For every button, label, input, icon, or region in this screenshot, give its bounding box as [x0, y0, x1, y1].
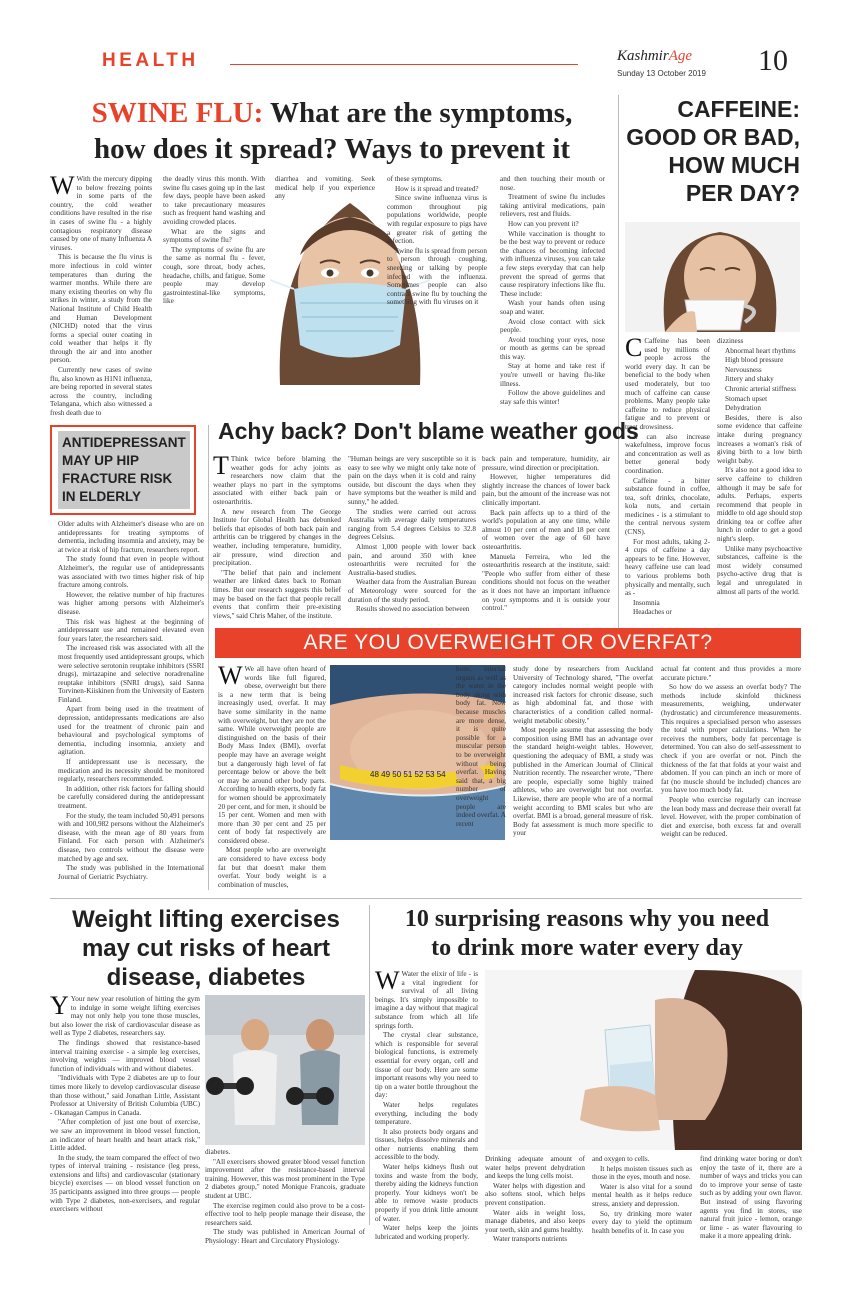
achy-back-col-2: "Human beings are very susceptible so it is easy to see why we might only take note of pain on the days when it is cold and rainy outside, but discount the days when they have symptoms but the weather is mild and sunny," he added. The studies were carried out across Australia with average daily temperatures ranging from 5.4 degrees Celsius to 32.8 degrees Celsius. Almost 1,000 people with lower back pain, and around 350 with knee osteoarthritis were recruited for the Australia-based studies. Weather data from the Australian Bureau of Meteorology were sourced for the duration of the study period. Results showed no association between	[348, 455, 476, 614]
achy-back-headline: Achy back? Don't blame weather gods	[218, 418, 639, 444]
swine-flu-col-1: W With the mercury dipping to below freezing points in some parts of the country, the cold weather conditions have resulted in the rise in cases of swine flu - a highly contagious respiratory disease caused by one of many Influenza A viruses. This is because the flu virus is more infectious in cold winter temperatures than during the warmer months. While there are many existing theories on why flu strikes in winter, a study from the National Institute of Child Health and Human Development (NICHD) noted that the virus forms a special outer coating in cold weather that helps it fly through the air and into another person. Currently new cases of swine flu, also known as H1N1 influenza, are being reported in several states across the country, including Telangana, which also witnessed a fresh death due to	[50, 171, 153, 418]
swine-flu-headline-red: SWINE FLU:	[91, 97, 264, 129]
drinking-water-photo	[485, 970, 802, 1150]
swine-flu-col-3: diarrhea and vomiting. Seek medical help if you experience any	[275, 175, 375, 201]
water-col-1: W Water the elixir of life - is a vital ingredient for survival of all living beings. It's simply impossible to imagine a day without that magical substance from which all life springs forth. The crystal clear substance, which is responsible for several biological functions, is extremely essential for every organ, cell and tissue of our body. Here are some important reasons why you need to tip on a water bottle throughout the day: Water helps regulates everything, including the body temperature. It also protects body organs and tissues, helps dissolve minerals and other nutrients enabling them accessible to the body. Water helps kidneys flush out toxins and waste from the body, thereby aiding the kidneys function properly. Your kidneys won't be able to remove waste products properly if you drink little amount of water. Water helps keep the joints lubricated and working properly.	[375, 966, 478, 1241]
swine-flu-headline-rest: What are the symptoms,	[263, 97, 573, 129]
tape-numbers: 48 49 50 51 52 53 54	[370, 770, 446, 779]
weights-headline: Weight lifting exercises may cut risks of heart disease, diabetes	[72, 906, 340, 991]
issue-date: Sunday 13 October 2019	[617, 69, 706, 78]
antidepressant-headline-3: FRACTURE RISK	[62, 471, 173, 486]
water-col-2: Drinking adequate amount of water helps prevent dehydration and keeps the lung cells moist. Water helps with digestion and also softens stool, which helps prevent constipation. Water aids in weight loss, manage diabetes, and also keeps your teeth, skin and gums healthy. Water transports nutrients	[485, 1155, 585, 1244]
water-col-4: find drinking water boring or don't enjoy the taste of it, there are a number of ways and tricks you can do to improve your sense of taste such as by adding your own flavor. But instead of using flavoring agents you find in stores, use natural fruit juice - lemon, orange or lime - as water flavouring to make it a more appealing drink.	[700, 1155, 802, 1241]
swine-flu-col-5: and then touching their mouth or nose. Treatment of swine flu includes taking antiviral medications, pain relievers, rest and fluids. How can you prevent it? While vaccination is thought to be the best way to prevent or reduce the chances of becoming infected with influenza viruses, you can take a few steps everyday that can help prevent the spread of germs that cause respiratory infections like flu. These include: Wash your hands often using soap and water. Avoid close contact with sick people. Avoid touching your eyes, nose or mouth as germs can be spread this way. Stay at home and take rest if you're unwell or having flu-like illness. Follow the above guidelines and stay safe this winter!	[500, 175, 605, 406]
column-divider	[208, 425, 209, 890]
coffee-woman-photo	[625, 222, 800, 332]
overweight-col-3: bone, internal organs as well as the water in the body along with body fat. Now because muscles are more dense, it is quite possible for a muscular person to be overweight without being overfat. Having said that, a big number of overweight people are indeed overfat. A recent	[456, 665, 506, 828]
masthead-age: Age	[668, 48, 693, 64]
water-headline: 10 surprising reasons why you need to drink more water every day	[404, 906, 770, 961]
masthead	[617, 48, 692, 65]
swine-flu-headline-line2: how does it spread? Ways to prevent it	[93, 133, 571, 165]
swine-flu-col-4: of these symptoms. How is it spread and treated? Since swine influenza virus is common throughout pig populations worldwide, people with regular exposure to pigs have a greater risk of getting the infection. Swine flu is spread from person to person through coughing, sneezing or talking by people infected with the influenza. Sometimes people can also contract swine flu by touching the something with flu viruses on it	[387, 175, 487, 307]
antidepressant-headline-2: MAY UP HIP	[62, 453, 140, 468]
achy-back-col-1: T Think twice before blaming the weather gods for achy joints as researchers now claim that the weather plays no part in the symptoms associated with either back pain or osteoarthritis. A new research from The George Institute for Global Health has debunked beliefs that episodes of both back pain and arthritis can be triggered by changes in the weather, including temperature, humidity, air pressure, wind direction and precipitation. "The belief that pain and inclement weather are linked dates back to Roman times. But our research suggests this belief may be based on the fact that people recall events that confirm their pre-existing views," said Chris Maher, of the institute.	[213, 451, 341, 620]
weights-col-2: diabetes. "All exercisers showed greater blood vessel function improvement after the resistance-based interval training. However, this was most prominent in the Type 2 diabetes group," noted Monique Francois, graduate student at UBC. The exercise regimen could also prove to be a cost-effective tool to help people manage their disease, the researchers said. The study was published in American Journal of Physiology: Heart and Circulatory Physiology.	[205, 1148, 365, 1245]
caffeine-col-1: C Caffeine has been used by millions of people across the world every day. It can be beneficial to the body when used moderately, but too much of caffeine can cause problems. Many people take caffeine to reduce physical fatigue and to prevent or treat drowsiness. It can also increase wakefulness, improve focus and concentration as well as better general body coordination. Caffeine - a bitter substance found in coffee, tea, soft drinks, chocolate, kola nuts, and certain medicines - is a stimulant to the central nervous system (CNS). For most adults, taking 2-4 cups of caffeine a day appears to be fine. However, heavy caffeine use can lead to various problems both physically and mentally, such as - Insomnia Headaches or	[625, 333, 710, 617]
overweight-col-1: W We all have often heard of words like full figured, obese, overweight but there is a new term that is being increasingly used, overfat. It may have some similarity in the name with overweight, but they are not the same. While overweight people are distinguished on the basis of their Body Mass Index (BMI), overfat people may have an average weight but a dangerously high level of fat percentage below or above the belt or may be around other body parts. According to health experts, body fat for women should be approximately 20 per cent, and for men, it should be 15 per cent. Women and men with more than 30 per cent and 25 per cent of body fat respectively are considered obese. Most people who are overweight are considered to have excess body fat but that doesn't make them overfat. Your body weight is a combination of muscles,	[218, 661, 326, 889]
overweight-col-4: study done by researchers from Auckland University of Technology shared, "The overfat category includes normal weight people with increased risk factors for chronic disease, such as high abdominal fat, and those with characteristics of a condition called normal-weight metabolic obesity." Most people assume that assessing the body composition using BMI has an advantage over the standard height-weight tables. However, questioning the adequacy of BMI, a study was published in the American Journal of Clinical Nutrition recently. The researcher wrote, "There are people, especially some highly trained athletes, who are overweight but not overfat. Likewise, there are people who are of a normal weight according to BMI scales but who are overfat. BMI is a broad, general measure of risk. Body fat assessment is much more specific to your	[513, 665, 653, 838]
masthead-kashmir: Kashmir	[617, 48, 669, 64]
column-divider	[369, 905, 370, 1225]
antidepressant-headline-4: IN ELDERLY	[62, 489, 142, 504]
column-divider	[618, 95, 619, 635]
caffeine-col-2: dizziness Abnormal heart rhythms High blood pressure Nervousness Jittery and shaky Chronic arterial stiffness Stomach upset Dehydration Besides, there is also some evidence that caffeine intake during pregnancy increases a woman's risk of giving birth to a low birth weight baby. It's also not a good idea to serve caffeine to children although it may be safe for adults. Perhaps, experts recommend that people in middle to old age should stop drinking tea or coffee after lunch in order to get a good night's sleep. Unlike many psychoactive substances, caffeine is the most widely consumed psycho-active drug that is legal and unregulated in almost all parts of the world.	[717, 337, 802, 596]
antidepressant-body: Older adults with Alzheimer's disease who are on antidepressants for treating symptoms of dementia, including insomnia and anxiety, may be at twice at risk of hip fracture, researchers report. The study found that even in people without Alzheimer's, the regular use of antidepressants was associated with two times higher risk of hip fracture among controls. However, the relative number of hip fractures was higher among persons with Alzheimer's disease. This risk was highest at the beginning of antidepressant use and remained elevated even four years later, the researchers said. The increased risk was associated with all the most frequently used antidepressant groups, which were selective serotonin reuptake inhibitors (SSRI drugs), mirtazapine and selective noradrenaline reuptake inhibitors (SNRI drugs), said Sanna Torvinen-Kiiskinen from the University of Eastern Finland. Apart from being used in the treatment of depression, antidepressants medications are also used for the treatment of chronic pain and behavioural and psychological symptoms of dementia, including insomnia, anxiety and agitation. If antidepressant use is necessary, the medication and its necessity should be monitored regularly, researchers recommended. In addition, other risk factors for falling should be carefully considered during the antidepressant treatment. For the study, the team included 50,491 persons with and 100,982 persons without the Alzheimer's disease, with the mean age of 80 years from Finland. For each person with Alzheimer's disease, two controls without the disease were matched by age and sex. The study was published in the International Journal of Geriatric Psychiatry.	[58, 520, 204, 881]
water-col-3: and oxygen to cells. It helps moisten tissues such as those in the eyes, mouth and nose. Water is also vital for a sound mental health as it helps reduce stress, anxiety and depression. So, try drinking more water every day to yield the optimum health benefits of it. In case you	[592, 1155, 692, 1235]
achy-back-col-3: back pain and temperature, humidity, air pressure, wind direction or precipitation. However, higher temperatures did slightly increase the chances of lower back pain, but the amount of the increase was not clinically important. Back pain affects up to a third of the world's population at any one time, while almost 10 per cent of men and 18 per cent of women over the age of 60 have osteoarthritis. Manuela Ferreira, who led the osteoarthritis research at the institute, said: "People who suffer from either of these conditions should not focus on the weather as it does not have an important influence on your symptoms and it is outside your control."	[482, 455, 610, 613]
antidepressant-headline-1: ANTIDEPRESSANT	[62, 435, 186, 450]
caffeine-headline: CAFFEINE: GOOD OR BAD, HOW MUCH PER DAY?	[626, 96, 800, 206]
antidepressant-banner	[50, 425, 196, 515]
weightlifting-photo	[205, 995, 365, 1145]
overweight-col-5: actual fat content and thus provides a more accurate picture." So how do we assess an overfat body? The methods include skinfold thickness measurements, weighing, underwater (hydrostatic) and circumference measurements. This requires a specialised person who assesses the total with proper calculations. When he receives the numbers, body fat percentage is determined. You can also do self-assessment to check if you are overfat or not. Pinch the thickness of the fat that folds at your waist and abdomen. If you can pinch an inch or more of fat (no muscle should be included) chances are you have too much body fat. People who exercise regularly can increase the lean body mass and decrease their overall fat level. However, with the proper combination of diet and exercise, both excess fat and overall weight can be reduced.	[661, 665, 801, 839]
section-underline	[230, 64, 578, 65]
page-number: 10	[758, 44, 788, 77]
weights-col-1: Y Your new year resolution of hitting the gym to indulge in some weight lifting exercises may not only help you tone those muscles, but also lower the risk of cardiovascular disease as well as Type 2 diabetes, researchers say. The findings showed that resistance-based interval training exercise - a simple leg exercises, involving weights — improved blood vessel function of individuals with and without diabetes. "Individuals with Type 2 diabetes are up to four times more likely to develop cardiovascular disease than those without," said Jonathan Little, Assistant Professor at University of British Columbia (UBC) - Okanagan Campus in Canada. "After completion of just one bout of exercise, we saw an improvement in blood vessel function, an indicator of heart health and heart attack risk," Little added. In the study, the team compared the effect of two types of interval training - resistance (leg press, extensions and lifts) and cardiovascular (stationary bicycle) exercises — on blood vessel function on 35 participants assigned into three groups — people with Type 2 diabetes, non-exercisers, and regular exercisers without	[50, 991, 200, 1214]
swine-flu-headline	[52, 95, 612, 167]
swine-flu-col-2: the deadly virus this month. With swine flu cases going up in the last few days, people have been asked to take precautionary measures such as frequent hand washing and avoiding crowded places. What are the signs and symptoms of swine flu? The symptoms of swine flu are the same as normal flu - fever, cough, sore throat, body aches, headache, chills, and fatigue. Some people may develop gastrointestinal-like symptoms, like	[163, 175, 265, 306]
horizontal-divider	[50, 898, 802, 899]
section-label: HEALTH	[102, 50, 199, 71]
overweight-banner: ARE YOU OVERWEIGHT OR OVERFAT?	[215, 628, 801, 658]
